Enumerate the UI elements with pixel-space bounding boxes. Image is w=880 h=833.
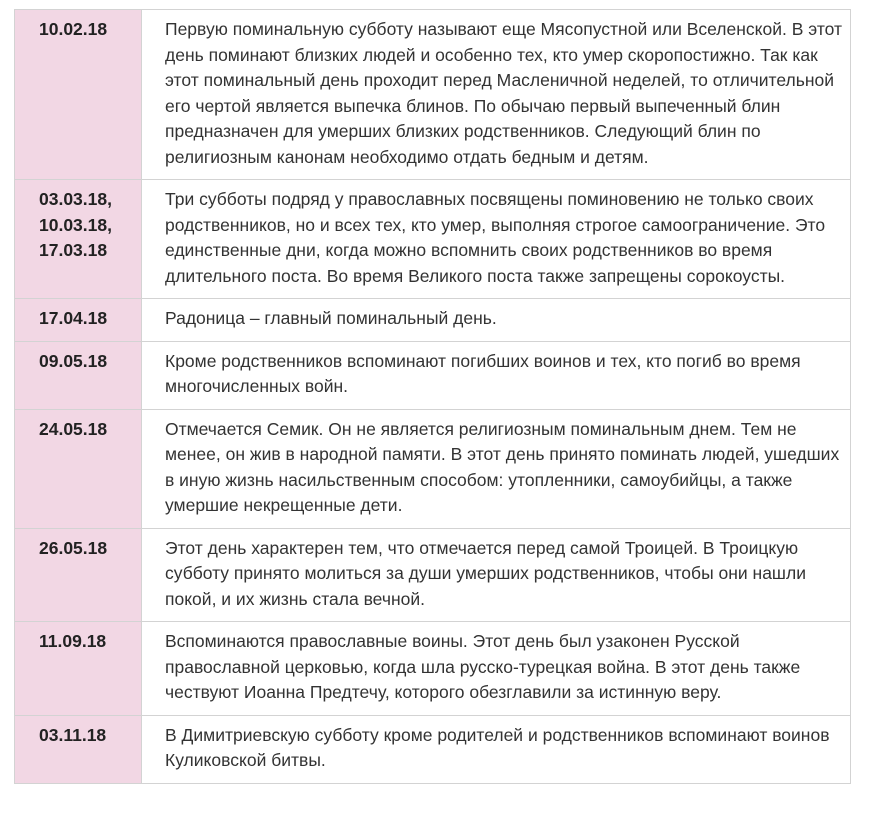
- description-cell: В Димитриевскую субботу кроме родителей и родственников вспоминают воинов Куликовской битвы.: [142, 715, 851, 783]
- date-cell: 10.02.18: [15, 10, 142, 180]
- table-row: [15, 528, 851, 622]
- description-cell: Первую поминальную субботу называют еще Мясопустной или Вселенской. В этот день поминают близких людей и особенно тех, кто умер скоропостижно. Так как этот поминальный день проходит перед Масленичной неделей, то отличительной его чертой является выпечка блинов. По обычаю первый выпеченный блин предназначен для умерших близких родственников. Следующий блин по религиозным канонам необходимо отдать бедным и детям.: [142, 10, 851, 180]
- description-cell: Вспоминаются православные воины. Этот день был узаконен Русской православной церковью, когда шла русско-турецкая война. В этот день также чествуют Иоанна Предтечу, которого обезглавили за истинную веру.: [142, 622, 851, 716]
- table-row: [15, 409, 851, 528]
- memorial-days-table: [14, 9, 851, 784]
- description-cell: Этот день характерен тем, что отмечается перед самой Троицей. В Троицкую субботу принято молиться за души умерших родственников, чтобы они нашли покой, и их жизнь стала вечной.: [142, 528, 851, 622]
- description-cell: Радоница – главный поминальный день.: [142, 299, 851, 342]
- table-row: [15, 180, 851, 299]
- date-cell: 09.05.18: [15, 341, 142, 409]
- date-cell: 17.04.18: [15, 299, 142, 342]
- description-cell: Отмечается Семик. Он не является религиозным поминальным днем. Тем не менее, он жив в народной памяти. В этот день принято поминать людей, ушедших в иную жизнь насильственным способом: утопленники, самоубийцы, а также умершие некрещенные дети.: [142, 409, 851, 528]
- date-cell: 03.11.18: [15, 715, 142, 783]
- table-row: [15, 341, 851, 409]
- date-cell: 11.09.18: [15, 622, 142, 716]
- date-cell: 24.05.18: [15, 409, 142, 528]
- table-row: [15, 622, 851, 716]
- table-row: [15, 715, 851, 783]
- table-row: [15, 299, 851, 342]
- table-row: [15, 10, 851, 180]
- description-cell: Три субботы подряд у православных посвящены поминовению не только своих родственников, но и всех тех, кто умер, выполняя строгое самоограничение. Это единственные дни, когда можно вспомнить своих родственников во время длительного поста. Во время Великого поста также запрещены сорокоусты.: [142, 180, 851, 299]
- memorial-days-table-container: [14, 9, 850, 784]
- date-cell: 26.05.18: [15, 528, 142, 622]
- description-cell: Кроме родственников вспоминают погибших воинов и тех, кто погиб во время многочисленных войн.: [142, 341, 851, 409]
- date-line: 03.03.18, 10.03.18, 17.03.18: [39, 189, 112, 260]
- date-cell: [15, 180, 142, 299]
